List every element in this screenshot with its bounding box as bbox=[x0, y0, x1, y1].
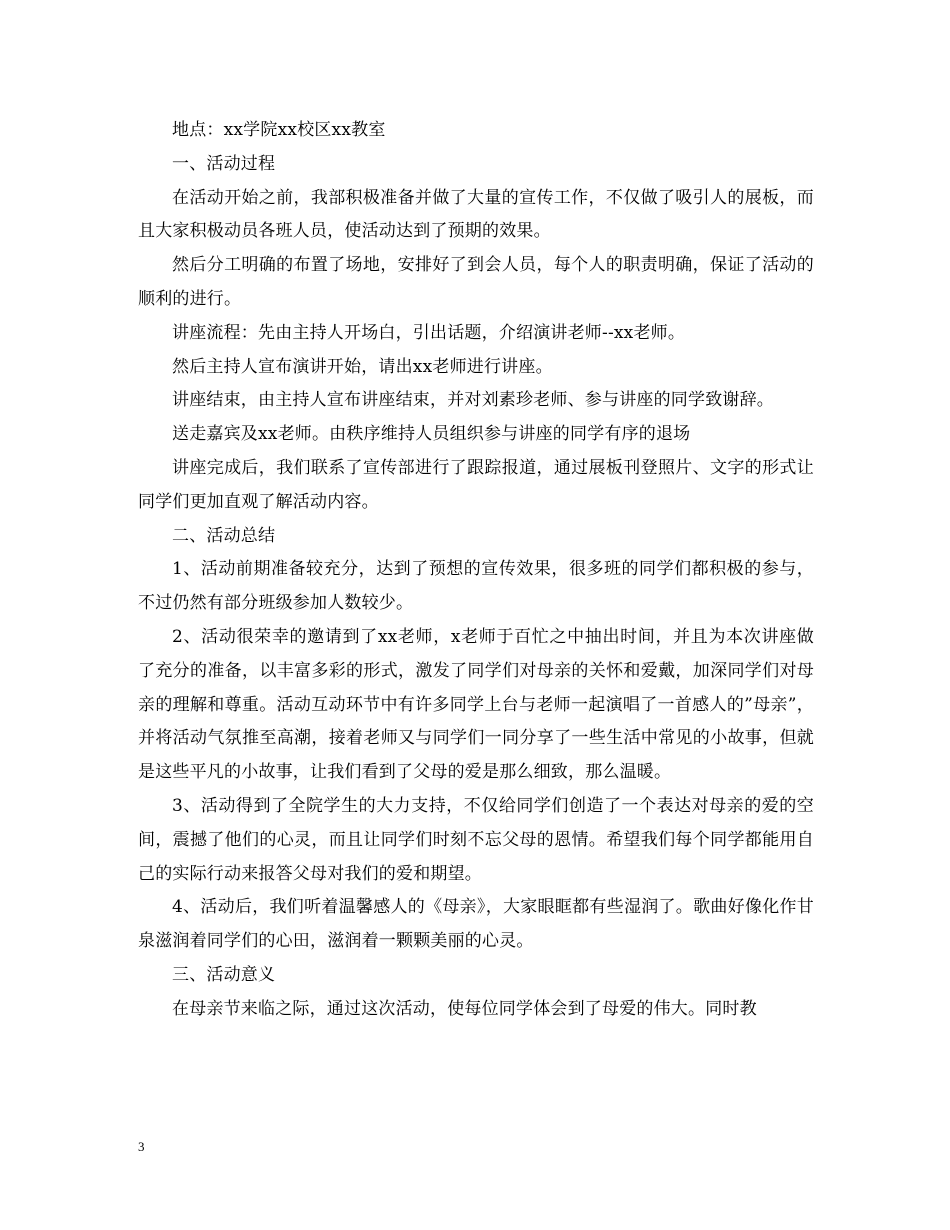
page-number: 3 bbox=[138, 1139, 145, 1154]
section-heading-activity-significance: 三、活动意义 bbox=[172, 964, 276, 985]
summary-item-4: 4、活动后，我们听着温馨感人的《母亲》，大家眼眶都有些湿润了。歌曲好像化作甘泉滋润着同学们的心田，滋润着一颗颗美丽的心灵。 bbox=[138, 897, 814, 952]
document-body bbox=[138, 114, 814, 1027]
summary-item-1: 1、活动前期准备较充分，达到了预想的宣传效果，很多班的同学们都积极的参与，不过仍然有部分班级参加人数较少。 bbox=[138, 559, 814, 614]
paragraph: 然后主持人宣布演讲开始，请出xx老师进行讲座。 bbox=[172, 356, 553, 377]
paragraph: 讲座完成后，我们联系了宣传部进行了跟踪报道，通过展板刊登照片、文字的形式让同学们更加直观了解活动内容。 bbox=[138, 457, 814, 512]
summary-item-3: 3、活动得到了全院学生的大力支持，不仅给同学们创造了一个表达对母亲的爱的空间，震撼了他们的心灵，而且让同学们时刻不忘父母的恩情。希望我们每个同学都能用自己的实际行动来报答父母对我们的爱和期望。 bbox=[138, 795, 814, 884]
paragraph: 然后分工明确的布置了场地，安排好了到会人员，每个人的职责明确，保证了活动的顺利的进行。 bbox=[138, 255, 814, 309]
section-heading-activity-summary: 二、活动总结 bbox=[172, 525, 276, 546]
paragraph: 讲座结束，由主持人宣布讲座结束，并对刘素珍老师、参与讲座的同学致谢辞。 bbox=[172, 390, 774, 411]
section-heading-activity-process: 一、活动过程 bbox=[172, 153, 276, 174]
paragraph: 在活动开始之前，我部积极准备并做了大量的宣传工作，不仅做了吸引人的展板，而且大家积极动员各班人员，使活动达到了预期的效果。 bbox=[138, 187, 814, 242]
location-line: 地点：xx学院xx校区xx教室 bbox=[172, 120, 386, 140]
paragraph: 送走嘉宾及xx老师。由秩序维持人员组织参与讲座的同学有序的退场 bbox=[172, 424, 691, 445]
paragraph: 讲座流程：先由主持人开场白，引出话题，介绍演讲老师--xx老师。 bbox=[172, 322, 686, 343]
paragraph: 在母亲节来临之际，通过这次活动，使每位同学体会到了母爱的伟大。同时教 bbox=[172, 998, 757, 1019]
summary-item-2: 2、活动很荣幸的邀请到了xx老师，x老师于百忙之中抽出时间，并且为本次讲座做了充分的准备，以丰富多彩的形式，激发了同学们对母亲的关怀和爱戴，加深同学们对母亲的理解和尊重。活动互动环节中有许多同学上台与老师一起演唱了一首感人的”母亲”，并将活动气氛推至高潮，接着老师又与同学们一同分享了一些生活中常见的小故事，但就是这些平凡的小故事，让我们看到了父母的爱是那么细致，那么温暖。 bbox=[138, 626, 814, 783]
